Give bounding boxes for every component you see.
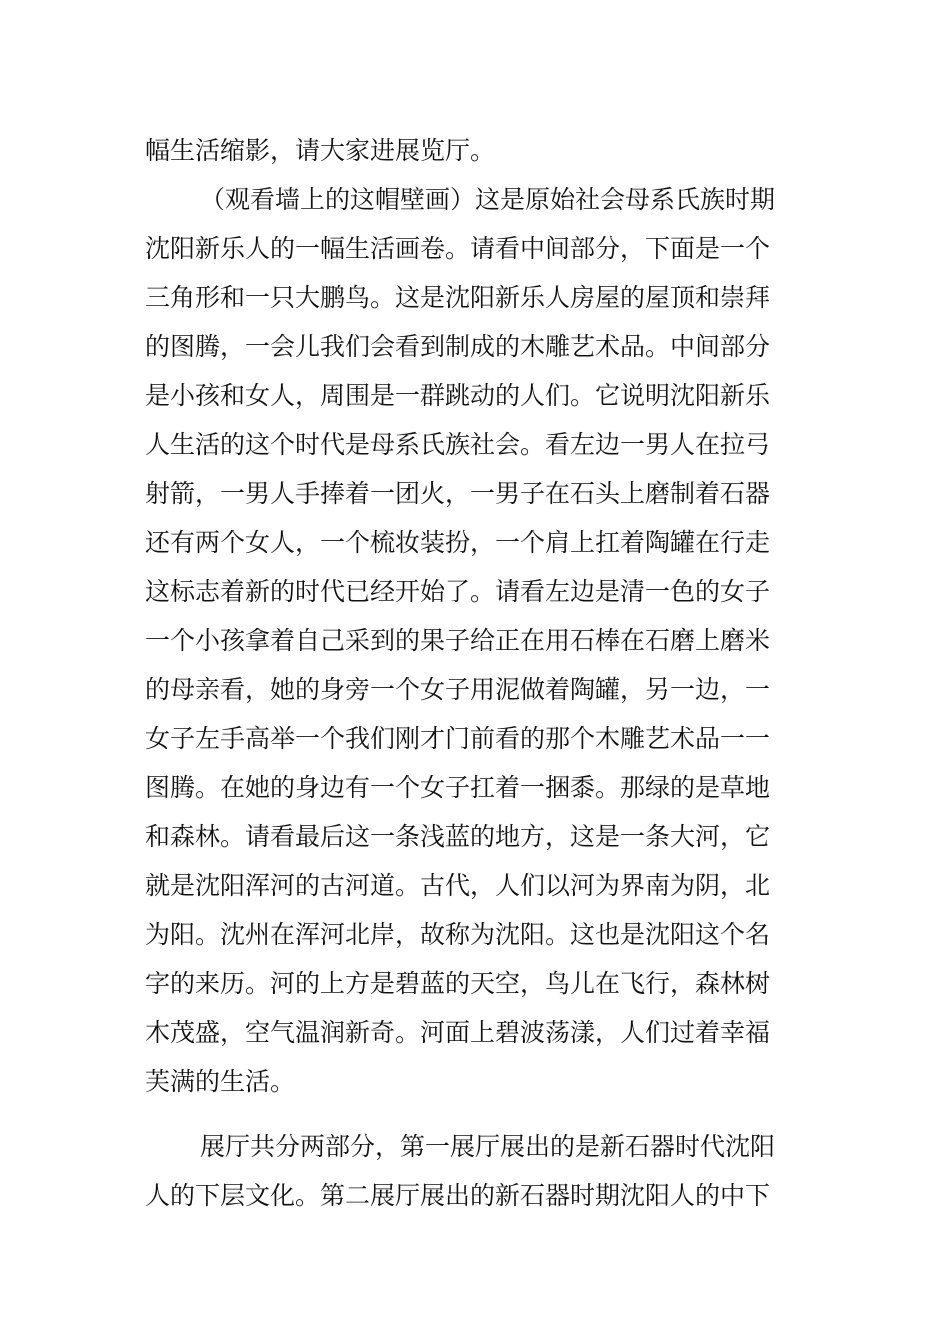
text-line: 字的来历。河的上方是碧蓝的天空，鸟儿在飞行，森林树 [145,969,771,998]
paragraph-start-line: 展厅共分两部分，第一展厅展出的是新石器时代沈阳 [200,1132,776,1161]
text-line: 这标志着新的时代已经开始了。请看左边是清一色的女子 [145,577,771,606]
text-line: 芙满的生活。 [145,1067,296,1096]
text-line: 人的下层文化。第二展厅展出的新石器时期沈阳人的中下 [145,1181,771,1210]
paragraph-start-line: （观看墙上的这帽壁画）这是原始社会母系氏族时期 [200,185,776,214]
text-line: 和森林。请看最后这一条浅蓝的地方，这是一条大河，它 [145,822,771,851]
text-line: 的母亲看，她的身旁一个女子用泥做着陶罐，另一边，一 [145,675,771,704]
text-line: 为阳。沈州在浑河北岸，故称为沈阳。这也是沈阳这个名 [145,920,771,949]
text-line: 图腾。在她的身边有一个女子扛着一捆黍。那绿的是草地 [145,773,771,802]
text-line: 沈阳新乐人的一幅生活画卷。请看中间部分，下面是一个 [145,234,771,263]
text-line: 的图腾，一会儿我们会看到制成的木雕艺术品。中间部分 [145,332,771,361]
text-line: 幅生活缩影，请大家进展览厅。 [145,136,496,165]
text-line: 还有两个女人，一个梳妆装扮，一个肩上扛着陶罐在行走 [145,528,771,557]
text-line: 就是沈阳浑河的古河道。古代，人们以河为界南为阴，北 [145,871,771,900]
text-line: 木茂盛，空气温润新奇。河面上碧波荡漾，人们过着幸福 [145,1018,771,1047]
text-line: 人生活的这个时代是母系氏族社会。看左边一男人在拉弓 [145,430,771,459]
text-line: 一个小孩拿着自己采到的果子给正在用石棒在石磨上磨米 [145,626,771,655]
text-line: 三角形和一只大鹏鸟。这是沈阳新乐人房屋的屋顶和崇拜 [145,283,771,312]
text-line: 是小孩和女人，周围是一群跳动的人们。它说明沈阳新乐 [145,381,771,410]
text-line: 射箭，一男人手捧着一团火，一男子在石头上磨制着石器 [145,479,771,508]
text-line: 女子左手高举一个我们刚才门前看的那个木雕艺术品一一 [145,724,771,753]
